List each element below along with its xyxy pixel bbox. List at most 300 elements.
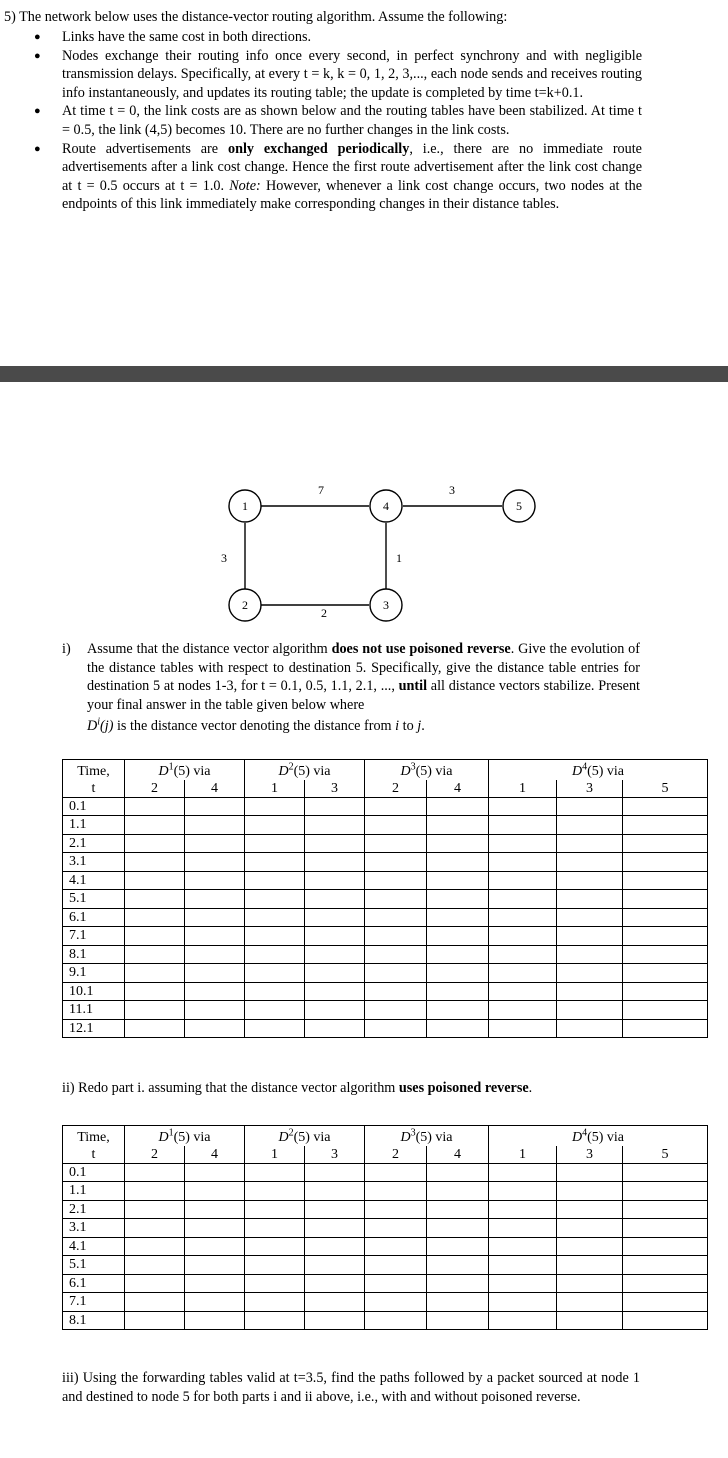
entry-cell[interactable]	[489, 871, 557, 890]
part-i-text	[87, 640, 640, 736]
entry-cell[interactable]	[125, 927, 185, 946]
entry-cell[interactable]	[623, 1311, 708, 1330]
node-1-label: 1	[242, 499, 248, 513]
entry-cell[interactable]	[489, 816, 557, 835]
entry-cell[interactable]	[427, 798, 489, 816]
entry-cell[interactable]	[489, 1219, 557, 1238]
entry-cell[interactable]	[185, 834, 245, 853]
formula-to: to	[399, 718, 418, 735]
via-header: 3	[305, 1146, 365, 1164]
entry-cell[interactable]	[557, 1219, 623, 1238]
group-label: (5) via	[415, 764, 453, 779]
entry-cell[interactable]	[245, 927, 305, 946]
time-header-t: t	[91, 781, 96, 796]
time-cell: 11.1	[63, 1001, 125, 1020]
entry-cell[interactable]	[623, 890, 708, 909]
entry-cell[interactable]	[185, 1219, 245, 1238]
entry-cell[interactable]	[125, 908, 185, 927]
entry-cell[interactable]	[427, 927, 489, 946]
entry-cell[interactable]	[305, 853, 365, 872]
entry-cell[interactable]	[557, 927, 623, 946]
entry-cell[interactable]	[427, 982, 489, 1001]
entry-cell[interactable]	[125, 1311, 185, 1330]
entry-cell[interactable]	[305, 1182, 365, 1201]
entry-cell[interactable]	[427, 908, 489, 927]
entry-cell[interactable]	[185, 982, 245, 1001]
entry-cell[interactable]	[557, 798, 623, 816]
assumption-text: Links have the same cost in both directions.	[62, 29, 312, 45]
entry-cell[interactable]	[185, 1182, 245, 1201]
time-cell: 5.1	[63, 1256, 125, 1275]
question-title: 5) The network below uses the distance-vector routing algorithm. Assume the following:	[4, 9, 508, 25]
via-header-row	[63, 780, 708, 798]
entry-cell[interactable]	[245, 871, 305, 890]
entry-cell[interactable]	[305, 927, 365, 946]
time-cell: 8.1	[63, 945, 125, 964]
entry-cell[interactable]	[245, 964, 305, 983]
formula-i: i	[97, 716, 101, 728]
entry-cell[interactable]	[489, 1311, 557, 1330]
entry-cell[interactable]	[557, 1200, 623, 1219]
entry-cell[interactable]	[125, 890, 185, 909]
via-header: 4	[427, 780, 489, 798]
assumption-item	[34, 47, 642, 103]
entry-cell[interactable]	[623, 1219, 708, 1238]
entry-cell[interactable]	[623, 816, 708, 835]
entry-cell[interactable]	[623, 798, 708, 816]
table-row	[63, 1219, 708, 1238]
entry-cell[interactable]	[489, 1182, 557, 1201]
entry-cell[interactable]	[557, 1311, 623, 1330]
time-cell: 10.1	[63, 982, 125, 1001]
via-header: 3	[305, 780, 365, 798]
formula-end: .	[421, 718, 425, 735]
entry-cell[interactable]	[305, 1256, 365, 1275]
part-ii	[62, 1079, 532, 1098]
entry-cell[interactable]	[427, 964, 489, 983]
entry-cell[interactable]	[557, 1274, 623, 1293]
via-header: 2	[125, 1146, 185, 1164]
entry-cell[interactable]	[185, 816, 245, 835]
assumption-list	[34, 28, 642, 214]
entry-cell[interactable]	[557, 1182, 623, 1201]
entry-cell[interactable]	[365, 1256, 427, 1275]
node-2-label: 2	[242, 598, 248, 612]
entry-cell[interactable]	[489, 945, 557, 964]
entry-cell[interactable]	[427, 816, 489, 835]
entry-cell[interactable]	[623, 908, 708, 927]
entry-cell[interactable]	[125, 1237, 185, 1256]
entry-cell[interactable]	[305, 816, 365, 835]
cost-1-4: 7	[318, 483, 324, 497]
entry-cell[interactable]	[557, 964, 623, 983]
group-sup: 2	[288, 761, 294, 773]
entry-cell[interactable]	[427, 1164, 489, 1182]
entry-cell[interactable]	[557, 1237, 623, 1256]
entry-cell[interactable]	[185, 1164, 245, 1182]
entry-cell[interactable]	[245, 1182, 305, 1201]
via-header: 3	[557, 1146, 623, 1164]
part-i-bold-b: until	[398, 678, 428, 695]
time-header	[63, 760, 125, 798]
entry-cell[interactable]	[557, 871, 623, 890]
entry-cell[interactable]	[365, 871, 427, 890]
entry-cell[interactable]	[623, 1274, 708, 1293]
entry-cell[interactable]	[623, 964, 708, 983]
entry-cell[interactable]	[185, 1256, 245, 1275]
time-cell: 3.1	[63, 853, 125, 872]
entry-cell[interactable]	[245, 890, 305, 909]
entry-cell[interactable]	[125, 945, 185, 964]
entry-cell[interactable]	[365, 1164, 427, 1182]
formula-i2: i	[395, 718, 400, 735]
group-header	[245, 1126, 365, 1147]
note-label: Note:	[229, 177, 261, 194]
table-row	[63, 890, 708, 909]
entry-cell[interactable]	[427, 1219, 489, 1238]
entry-cell[interactable]	[427, 1256, 489, 1275]
entry-cell[interactable]	[125, 1274, 185, 1293]
entry-cell[interactable]	[557, 1256, 623, 1275]
entry-cell[interactable]	[427, 1200, 489, 1219]
entry-cell[interactable]	[125, 816, 185, 835]
entry-cell[interactable]	[489, 890, 557, 909]
entry-cell[interactable]	[365, 853, 427, 872]
entry-cell[interactable]	[427, 1019, 489, 1038]
time-cell: 1.1	[63, 1182, 125, 1201]
table-row	[63, 1237, 708, 1256]
entry-cell[interactable]	[185, 1001, 245, 1020]
entry-cell[interactable]	[305, 890, 365, 909]
table-row	[63, 1001, 708, 1020]
entry-cell[interactable]	[245, 798, 305, 816]
entry-cell[interactable]	[365, 816, 427, 835]
entry-cell[interactable]	[125, 798, 185, 816]
entry-cell[interactable]	[489, 1293, 557, 1312]
entry-cell[interactable]	[305, 1293, 365, 1312]
entry-cell[interactable]	[365, 927, 427, 946]
entry-cell[interactable]	[427, 890, 489, 909]
time-header-t: t	[91, 1147, 96, 1162]
entry-cell[interactable]	[125, 1200, 185, 1219]
entry-cell[interactable]	[125, 982, 185, 1001]
time-header-label: Time,	[77, 764, 110, 779]
assumption-text: Route advertisements are	[62, 140, 228, 157]
entry-cell[interactable]	[427, 853, 489, 872]
entry-cell[interactable]	[365, 834, 427, 853]
entry-cell[interactable]	[245, 1001, 305, 1020]
group-label: (5) via	[587, 764, 625, 779]
entry-cell[interactable]	[365, 1237, 427, 1256]
group-label: (5) via	[293, 764, 331, 779]
entry-cell[interactable]	[557, 1019, 623, 1038]
entry-cell[interactable]	[305, 1200, 365, 1219]
entry-cell[interactable]	[185, 1019, 245, 1038]
table-row	[63, 1274, 708, 1293]
entry-cell[interactable]	[245, 945, 305, 964]
entry-cell[interactable]	[185, 964, 245, 983]
entry-cell[interactable]	[489, 834, 557, 853]
entry-cell[interactable]	[305, 1219, 365, 1238]
table-row	[63, 927, 708, 946]
entry-cell[interactable]	[557, 890, 623, 909]
entry-cell[interactable]	[557, 853, 623, 872]
group-label: (5) via	[587, 1130, 625, 1145]
entry-cell[interactable]	[305, 908, 365, 927]
group-header	[245, 760, 365, 781]
entry-cell[interactable]	[305, 1164, 365, 1182]
entry-cell[interactable]	[125, 853, 185, 872]
cost-1-2: 3	[221, 551, 227, 565]
table-row	[63, 982, 708, 1001]
part-iii-label: iii)	[62, 1370, 79, 1386]
entry-cell[interactable]	[185, 890, 245, 909]
entry-cell[interactable]	[489, 964, 557, 983]
entry-cell[interactable]	[365, 1182, 427, 1201]
entry-cell[interactable]	[427, 834, 489, 853]
entry-cell[interactable]	[557, 982, 623, 1001]
entry-cell[interactable]	[185, 945, 245, 964]
entry-cell[interactable]	[365, 982, 427, 1001]
entry-cell[interactable]	[557, 834, 623, 853]
group-label: (5) via	[293, 1130, 331, 1145]
entry-cell[interactable]	[427, 1001, 489, 1020]
entry-cell[interactable]	[245, 908, 305, 927]
part-iii-body: Using the forwarding tables valid at t=3.5, find the paths followed by a packet sourced at node 1 and destined to node 5 for both parts i and ii above, i.e., with and without poisoned reverse.	[62, 1370, 641, 1405]
entry-cell[interactable]	[125, 964, 185, 983]
entry-cell[interactable]	[489, 1164, 557, 1182]
entry-cell[interactable]	[125, 1019, 185, 1038]
entry-cell[interactable]	[623, 871, 708, 890]
cost-2-3: 2	[321, 606, 327, 620]
entry-cell[interactable]	[185, 871, 245, 890]
entry-cell[interactable]	[427, 945, 489, 964]
entry-cell[interactable]	[427, 1182, 489, 1201]
entry-cell[interactable]	[557, 908, 623, 927]
entry-cell[interactable]	[365, 1001, 427, 1020]
entry-cell[interactable]	[365, 890, 427, 909]
entry-cell[interactable]	[623, 945, 708, 964]
entry-cell[interactable]	[623, 1164, 708, 1182]
group-d: D	[158, 764, 169, 779]
entry-cell[interactable]	[185, 927, 245, 946]
entry-cell[interactable]	[623, 834, 708, 853]
entry-cell[interactable]	[245, 834, 305, 853]
entry-cell[interactable]	[623, 982, 708, 1001]
table-row	[63, 853, 708, 872]
entry-cell[interactable]	[427, 1293, 489, 1312]
part-i-bold-a: does not use poisoned reverse	[331, 641, 511, 657]
entry-cell[interactable]	[427, 1237, 489, 1256]
entry-cell[interactable]	[489, 908, 557, 927]
via-header: 2	[125, 780, 185, 798]
entry-cell[interactable]	[245, 1164, 305, 1182]
entry-cell[interactable]	[623, 1293, 708, 1312]
entry-cell[interactable]	[623, 1256, 708, 1275]
cost-4-3: 1	[396, 551, 402, 565]
entry-cell[interactable]	[245, 1019, 305, 1038]
entry-cell[interactable]	[125, 1256, 185, 1275]
time-cell: 0.1	[63, 798, 125, 816]
assumption-item	[34, 140, 642, 214]
entry-cell[interactable]	[125, 834, 185, 853]
part-i-text-a: Assume that the distance vector algorithm	[87, 641, 332, 657]
entry-cell[interactable]	[623, 1182, 708, 1201]
entry-cell[interactable]	[557, 816, 623, 835]
entry-cell[interactable]	[365, 1219, 427, 1238]
entry-cell[interactable]	[125, 1293, 185, 1312]
via-header: 1	[489, 780, 557, 798]
via-header-row	[63, 1146, 708, 1164]
entry-cell[interactable]	[427, 1274, 489, 1293]
time-cell: 3.1	[63, 1219, 125, 1238]
entry-cell[interactable]	[489, 1200, 557, 1219]
entry-cell[interactable]	[365, 1311, 427, 1330]
via-header: 1	[489, 1146, 557, 1164]
entry-cell[interactable]	[623, 1200, 708, 1219]
entry-cell[interactable]	[185, 1237, 245, 1256]
entry-cell[interactable]	[305, 1237, 365, 1256]
entry-cell[interactable]	[245, 1311, 305, 1330]
entry-cell[interactable]	[623, 1019, 708, 1038]
table-row	[63, 1256, 708, 1275]
entry-cell[interactable]	[245, 1256, 305, 1275]
part-iii-text	[62, 1369, 640, 1406]
entry-cell[interactable]	[245, 1200, 305, 1219]
group-d: D	[400, 764, 411, 779]
group-header	[489, 1126, 708, 1147]
entry-cell[interactable]	[245, 1219, 305, 1238]
node-3-label: 3	[383, 598, 389, 612]
entry-cell[interactable]	[365, 798, 427, 816]
entry-cell[interactable]	[365, 964, 427, 983]
entry-cell[interactable]	[623, 1001, 708, 1020]
via-header: 5	[623, 780, 708, 798]
entry-cell[interactable]	[305, 1274, 365, 1293]
entry-cell[interactable]	[489, 1001, 557, 1020]
part-i-formula	[87, 717, 640, 736]
entry-cell[interactable]	[245, 1293, 305, 1312]
group-label: (5) via	[173, 1130, 211, 1145]
entry-cell[interactable]	[489, 1019, 557, 1038]
table-row	[63, 908, 708, 927]
entry-cell[interactable]	[489, 853, 557, 872]
entry-cell[interactable]	[125, 1182, 185, 1201]
entry-cell[interactable]	[245, 982, 305, 1001]
part-ii-text-b: .	[528, 1080, 533, 1096]
table-row	[63, 834, 708, 853]
entry-cell[interactable]	[305, 834, 365, 853]
entry-cell[interactable]	[365, 1274, 427, 1293]
group-sup: 1	[168, 761, 174, 773]
entry-cell[interactable]	[557, 945, 623, 964]
entry-cell[interactable]	[305, 964, 365, 983]
table-row	[63, 1293, 708, 1312]
group-d: D	[158, 1130, 169, 1145]
via-header: 1	[245, 1146, 305, 1164]
time-header-label: Time,	[77, 1130, 110, 1145]
entry-cell[interactable]	[305, 1001, 365, 1020]
table-row	[63, 798, 708, 816]
group-label: (5) via	[173, 764, 211, 779]
time-header	[63, 1126, 125, 1164]
entry-cell[interactable]	[623, 927, 708, 946]
group-header	[489, 760, 708, 781]
group-sup: 4	[582, 761, 588, 773]
part-i	[62, 640, 640, 736]
time-cell: 1.1	[63, 816, 125, 835]
group-label: (5) via	[415, 1130, 453, 1145]
entry-cell[interactable]	[185, 1274, 245, 1293]
entry-cell[interactable]	[365, 945, 427, 964]
entry-cell[interactable]	[245, 816, 305, 835]
entry-cell[interactable]	[489, 982, 557, 1001]
entry-cell[interactable]	[427, 1311, 489, 1330]
part-i-text-b: . Give the evolution of the distance tables with respect to destination 5. Specifically, give the distance table entries for destination 5 at nodes 1-3, for t = 0.1, 0.5, 1.1, 2.1, ...,	[87, 641, 641, 695]
entry-cell[interactable]	[365, 1293, 427, 1312]
entry-cell[interactable]	[489, 1256, 557, 1275]
entry-cell[interactable]	[427, 871, 489, 890]
table-header-row	[63, 1126, 708, 1147]
node-5-label: 5	[516, 499, 522, 513]
group-header	[365, 1126, 489, 1147]
entry-cell[interactable]	[305, 945, 365, 964]
entry-cell[interactable]	[185, 908, 245, 927]
entry-cell[interactable]	[489, 1274, 557, 1293]
entry-cell[interactable]	[185, 1200, 245, 1219]
entry-cell[interactable]	[557, 1293, 623, 1312]
group-d: D	[278, 764, 289, 779]
entry-cell[interactable]	[489, 927, 557, 946]
entry-cell[interactable]	[185, 853, 245, 872]
entry-cell[interactable]	[305, 1311, 365, 1330]
assumption-text: Nodes exchange their routing info once every second, in perfect synchrony and with negligible transmission delays. Specifically, at every t = k, k = 0, 1, 2, 3,..., each node sends and receives routing info instantaneously, and updates its routing table; the update is completed by time t=k+0.1.	[62, 47, 642, 101]
entry-cell[interactable]	[305, 798, 365, 816]
entry-cell[interactable]	[557, 1164, 623, 1182]
entry-cell[interactable]	[245, 1237, 305, 1256]
assumption-text: At time t = 0, the link costs are as shown below and the routing tables have been stabilized. At time t = 0.5, the link (4,5) becomes 10. There are no further changes in the link costs.	[62, 103, 642, 138]
entry-cell[interactable]	[365, 1019, 427, 1038]
group-d: D	[571, 1130, 583, 1145]
distance-table-poison	[62, 1125, 708, 1330]
entry-cell[interactable]	[305, 871, 365, 890]
entry-cell[interactable]	[489, 798, 557, 816]
entry-cell[interactable]	[125, 871, 185, 890]
table-row	[63, 816, 708, 835]
entry-cell[interactable]	[245, 853, 305, 872]
entry-cell[interactable]	[185, 1293, 245, 1312]
entry-cell[interactable]	[125, 1219, 185, 1238]
group-sup: 2	[288, 1127, 294, 1139]
entry-cell[interactable]	[365, 1200, 427, 1219]
entry-cell[interactable]	[125, 1164, 185, 1182]
time-cell: 12.1	[63, 1019, 125, 1038]
entry-cell[interactable]	[557, 1001, 623, 1020]
entry-cell[interactable]	[125, 1001, 185, 1020]
entry-cell[interactable]	[623, 853, 708, 872]
entry-cell[interactable]	[185, 798, 245, 816]
entry-cell[interactable]	[305, 1019, 365, 1038]
entry-cell[interactable]	[489, 1237, 557, 1256]
assumption-item	[34, 28, 642, 47]
entry-cell[interactable]	[305, 982, 365, 1001]
entry-cell[interactable]	[623, 1237, 708, 1256]
entry-cell[interactable]	[245, 1274, 305, 1293]
time-cell: 6.1	[63, 908, 125, 927]
entry-cell[interactable]	[365, 908, 427, 927]
entry-cell[interactable]	[185, 1311, 245, 1330]
network-diagram	[222, 478, 552, 618]
